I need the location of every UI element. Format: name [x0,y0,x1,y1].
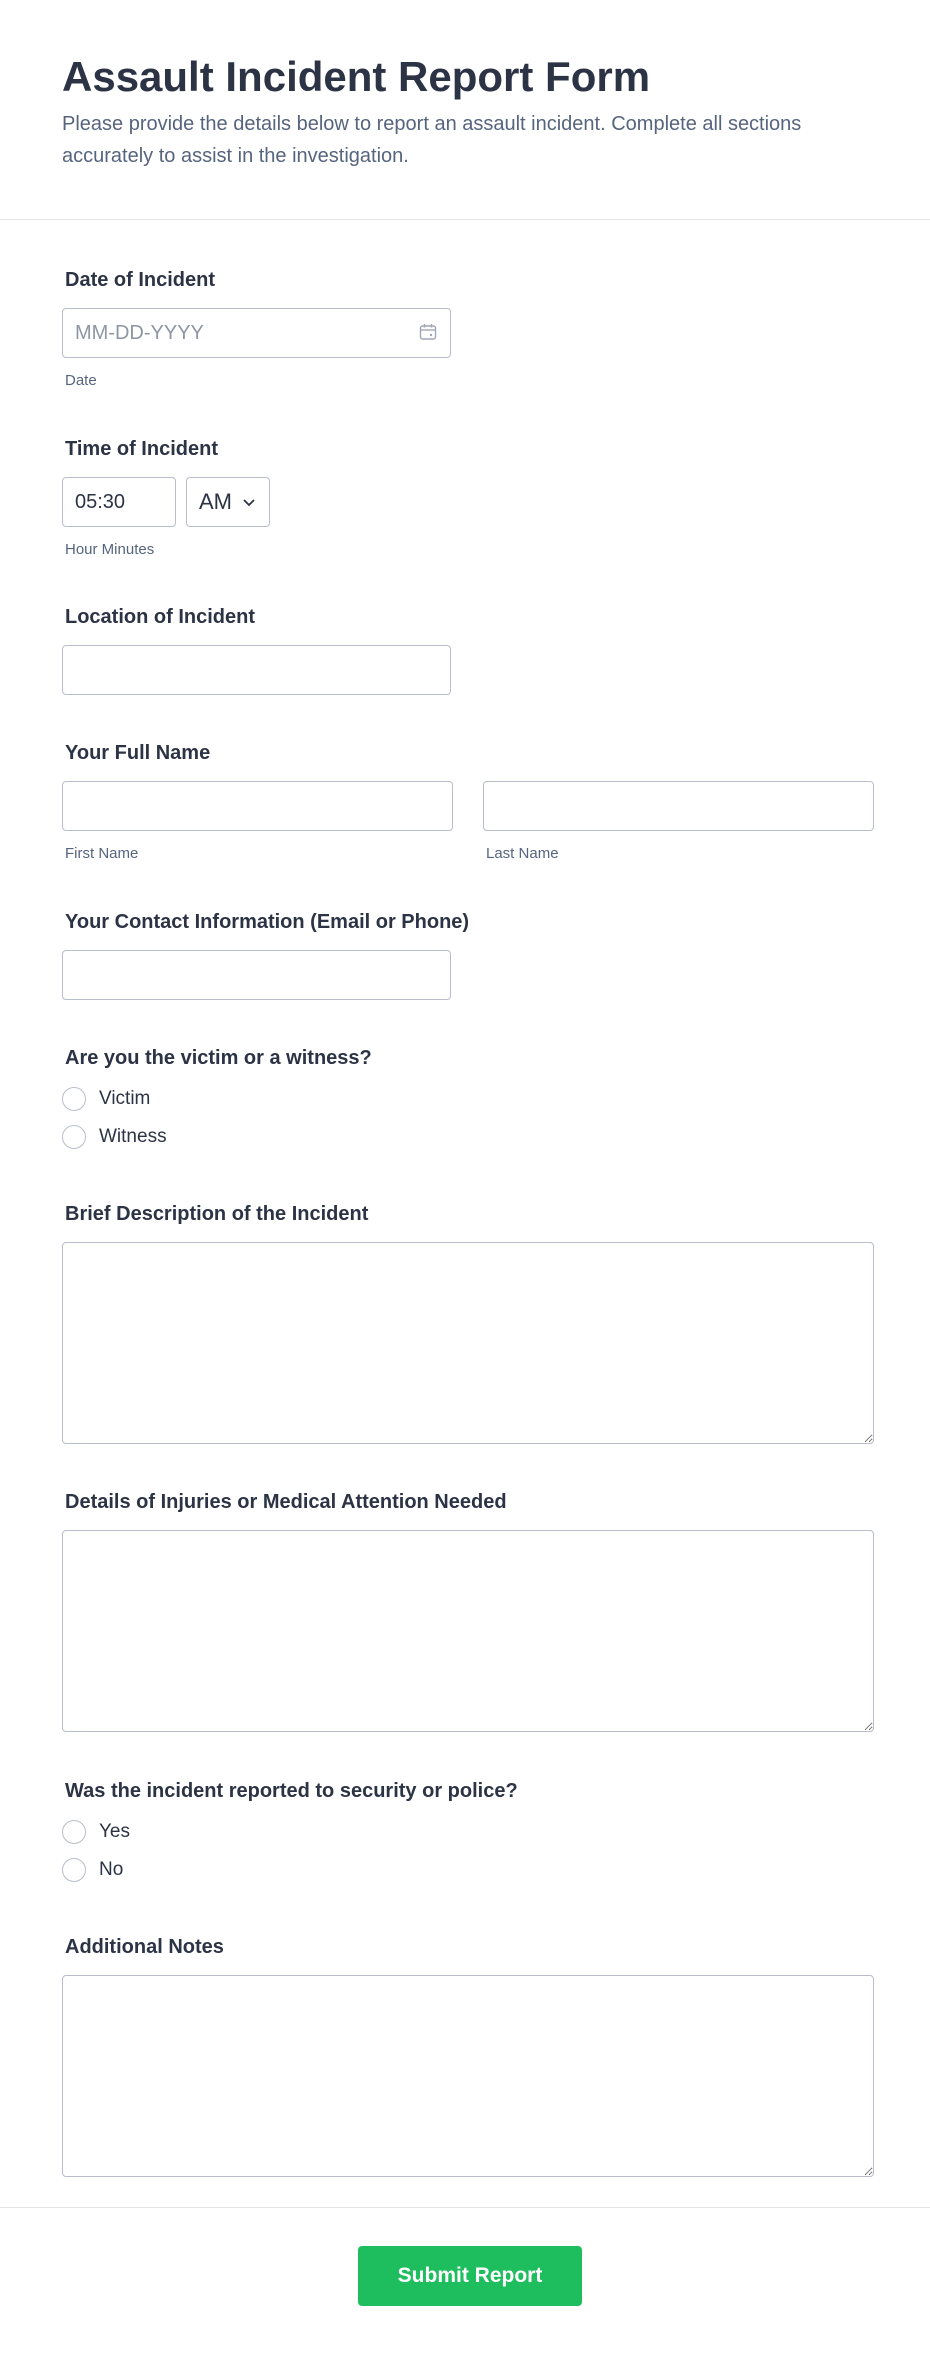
last-name-input[interactable] [483,781,874,831]
time-input[interactable] [62,477,176,527]
first-name-input[interactable] [62,781,453,831]
role-options [62,1080,372,1156]
date-label: Date of Incident [65,269,216,291]
role-label: Are you the victim or a witness? [65,1047,372,1069]
radio-circle[interactable] [62,1858,86,1882]
notes-field [62,1935,874,2177]
name-row [62,781,874,863]
time-row [62,477,270,527]
date-sublabel: Date [65,372,97,389]
location-input[interactable] [62,645,451,695]
radio-option-yes[interactable] [62,1813,518,1851]
radio-label: No [99,1859,124,1880]
form-footer [0,2207,930,2361]
name-field [62,741,874,863]
chevron-down-icon [242,497,256,507]
name-label: Your Full Name [65,742,211,764]
role-field [62,1046,372,1156]
radio-label: Yes [99,1821,130,1842]
ampm-select[interactable] [186,477,270,527]
radio-circle[interactable] [62,1087,86,1111]
radio-option-witness[interactable] [62,1118,372,1156]
contact-field [62,910,469,1000]
injuries-label: Details of Injuries or Medical Attention Needed [65,1491,507,1513]
injuries-field [62,1490,874,1732]
location-label: Location of Incident [65,606,255,628]
notes-label: Additional Notes [65,1936,224,1958]
radio-circle[interactable] [62,1125,86,1149]
contact-input[interactable] [62,950,451,1000]
time-label: Time of Incident [65,438,218,460]
date-field [62,268,451,390]
form-title: Assault Incident Report Form [62,53,651,100]
radio-option-victim[interactable] [62,1080,372,1118]
location-field [62,605,451,695]
reported-options [62,1813,518,1889]
injuries-textarea[interactable] [62,1530,874,1732]
form-header [0,0,930,220]
time-sublabel: Hour Minutes [65,541,155,558]
submit-button[interactable]: Submit Report [358,2246,582,2306]
form-subtitle: Please provide the details below to report an assault incident. Complete all sections accurately to assist in the investigation. [62,113,802,167]
description-textarea[interactable] [62,1242,874,1444]
date-input[interactable] [62,308,451,358]
contact-label: Your Contact Information (Email or Phone) [65,911,470,933]
ampm-value: AM [199,489,232,514]
last-name-sublabel: Last Name [486,845,559,862]
last-name-col [483,781,874,863]
reported-label: Was the incident reported to security or police? [65,1780,518,1802]
notes-textarea[interactable] [62,1975,874,2177]
date-input-wrapper [62,308,451,358]
description-field [62,1202,874,1444]
first-name-sublabel: First Name [65,845,139,862]
time-field [62,437,270,559]
reported-field [62,1779,518,1889]
calendar-icon[interactable] [419,323,437,341]
radio-circle[interactable] [62,1820,86,1844]
radio-option-no[interactable] [62,1851,518,1889]
first-name-col [62,781,453,863]
radio-label: Victim [99,1088,151,1109]
radio-label: Witness [99,1126,167,1147]
description-label: Brief Description of the Incident [65,1203,369,1225]
